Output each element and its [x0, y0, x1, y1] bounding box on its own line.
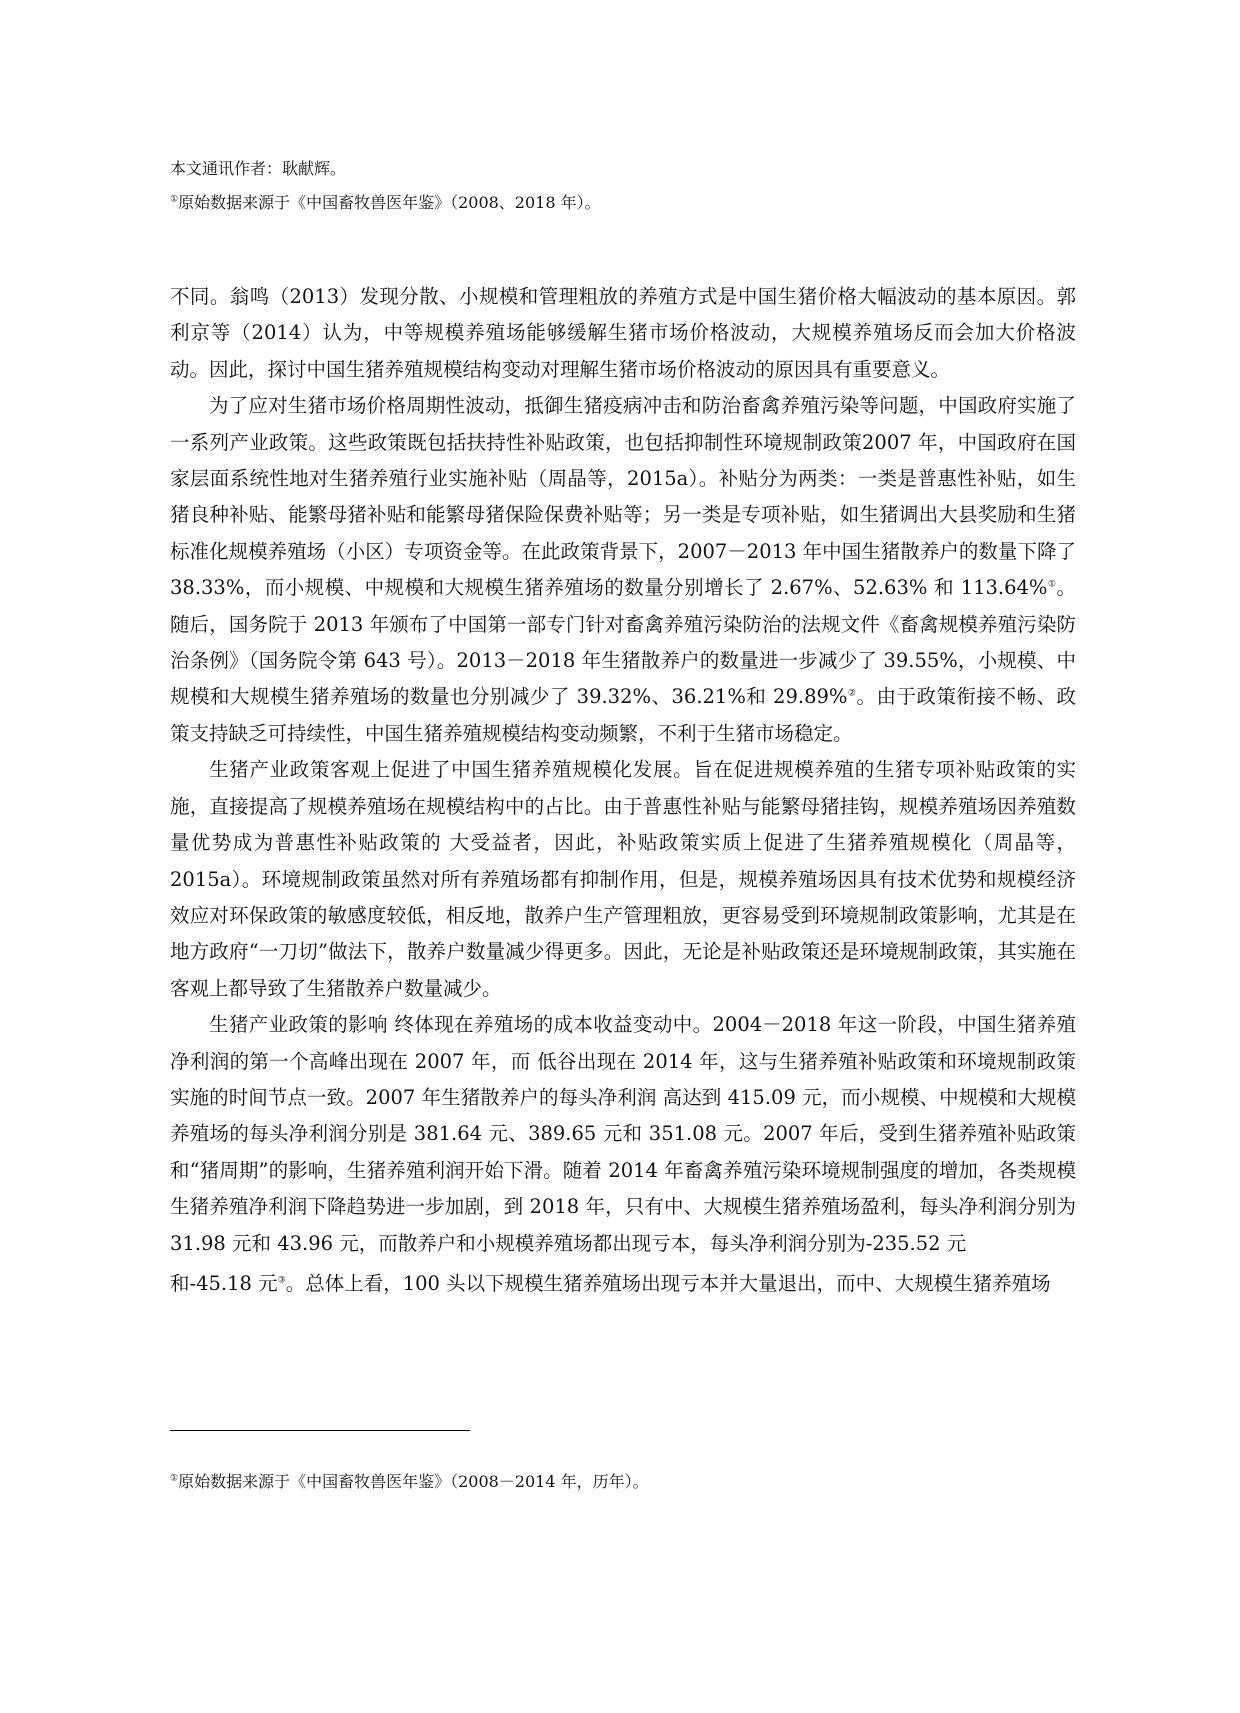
top-footnote	[170, 191, 1070, 215]
paragraph-4	[170, 1007, 1076, 1262]
paragraph-3-text: 生猪产业政策客观上促进了中国生猪养殖规模化发展。旨在促进规模养殖的生猪专项补贴政策的实施，直接提高了规模养殖场在规模结构中的占比。由于普惠性补贴与能繁母猪挂钩，规模养殖场因养殖数量优势成为普惠性补贴政策的 大受益者，因此，补贴政策实质上促进了生猪养殖规模化（周晶等，2015a）。环境规制政策虽然对所有养殖场都有抑制作用，但是，规模养殖场因具有技术优势和规模经济效应对环保政策的敏感度较低，相反地，散养户生产管理粗放，更容易受到环境规制政策影响，尤其是在地方政府“一刀切”做法下，散养户数量减少得更多。因此，无论是补贴政策还是环境规制政策，其实施在客观上都导致了生猪散养户数量减少。	[170, 758, 1076, 1000]
paragraph-4-text: 生猪产业政策的影响 终体现在养殖场的成本收益变动中。2004－2018 年这一阶段，中国生猪养殖净利润的第一个高峰出现在 2007 年，而 低谷出现在 2014 年，这与生猪养殖补贴政策和环境规制政策实施的时间节点一致。2007 年生猪散养户的每头净利润 高达到 415.09 元，而小规模、中规模和大规模养殖场的每头净利润分别是 381.64 元、389.65 元和 351.08 元。2007 年后，受到生猪养殖补贴政策和“猪周期”的影响，生猪养殖利润开始下滑。随着 2014 年畜禽养殖污染环境规制强度的增加，各类规模生猪养殖净利润下降趋势进一步加剧，到 2018 年，只有中、大规模生猪养殖场盈利，每头净利润分别为 31.98 元和 43.96 元，而散养户和小规模养殖场都出现亏本，每头净利润分别为-235.52 元	[170, 1013, 1076, 1255]
bottom-footnote-text: 原始数据来源于《中国畜牧兽医年鉴》（2008－2014 年，历年）。	[178, 1472, 649, 1491]
main-body-text	[170, 279, 1076, 1302]
bottom-footnote-marker: ①	[170, 1473, 179, 1484]
top-footnote-marker: ①	[170, 194, 179, 205]
paragraph-5-text-b: 。总体上看，100 头以下规模生猪养殖场出现亏本并大量退出，而中、大规模生猪养殖场	[285, 1271, 1051, 1295]
paragraph-1-text: 不同。翁鸣（2013）发现分散、小规模和管理粗放的养殖方式是中国生猪价格大幅波动的基本原因。郭利京等（2014）认为，中等规模养殖场能够缓解生猪市场价格波动，大规模养殖场反而会加大价格波动。因此，探讨中国生猪养殖规模结构变动对理解生猪市场价格波动的原因具有重要意义。	[170, 285, 1076, 381]
top-notes	[170, 157, 1070, 225]
footnote-ref-3: ③	[277, 1275, 286, 1286]
footnote-separator	[170, 1430, 470, 1431]
paragraph-2-text-b: 。随后，国务院于 2013 年颁布了中国第一部专门针对畜禽养殖污染防治的法规文件《畜禽规模养殖污染防治条例》（国务院令第 643 号）。2013－2018 年生猪散养户的数量进一步减少了 39.55%，小规模、中规模和大规模生猪养殖场的数量也分别减少了 39.32%、36.21%和 29.89%	[170, 576, 1076, 709]
paragraph-5	[170, 1266, 1076, 1302]
corresponding-author-note	[170, 157, 1070, 181]
top-footnote-text: 原始数据来源于《中国畜牧兽医年鉴》（2008、2018 年）。	[178, 193, 601, 212]
paragraph-1	[170, 279, 1076, 388]
paragraph-2-text-c: 。由于政策衔接不畅、政策支持缺乏可持续性，中国生猪养殖规模结构变动频繁，不利于生猪市场稳定。	[170, 685, 1076, 745]
paragraph-3	[170, 752, 1076, 1007]
paragraph-5-text-a: 和-45.18 元	[170, 1271, 278, 1295]
footnote-ref-2: ②	[847, 688, 857, 699]
corresponding-author-text: 本文通讯作者：耿献辉。	[170, 159, 347, 178]
footnote-ref-1: ①	[1047, 579, 1057, 590]
paragraph-2	[170, 388, 1076, 752]
bottom-footnote	[170, 1470, 1070, 1494]
paragraph-2-text-a: 为了应对生猪市场价格周期性波动，抵御生猪疫病冲击和防治畜禽养殖污染等问题，中国政府实施了一系列产业政策。这些政策既包括扶持性补贴政策，也包括抑制性环境规制政策2007 年，中国政府在国家层面系统性地对生猪养殖行业实施补贴（周晶等，2015a）。补贴分为两类：一类是普惠性补贴，如生猪良种补贴、能繁母猪补贴和能繁母猪保险保费补贴等；另一类是专项补贴，如生猪调出大县奖励和生猪标准化规模养殖场（小区）专项资金等。在此政策背景下，2007－2013 年中国生猪散养户的数量下降了 38.33%，而小规模、中规模和大规模生猪养殖场的数量分别增长了 2.67%、52.63% 和 113.64%	[170, 394, 1076, 600]
